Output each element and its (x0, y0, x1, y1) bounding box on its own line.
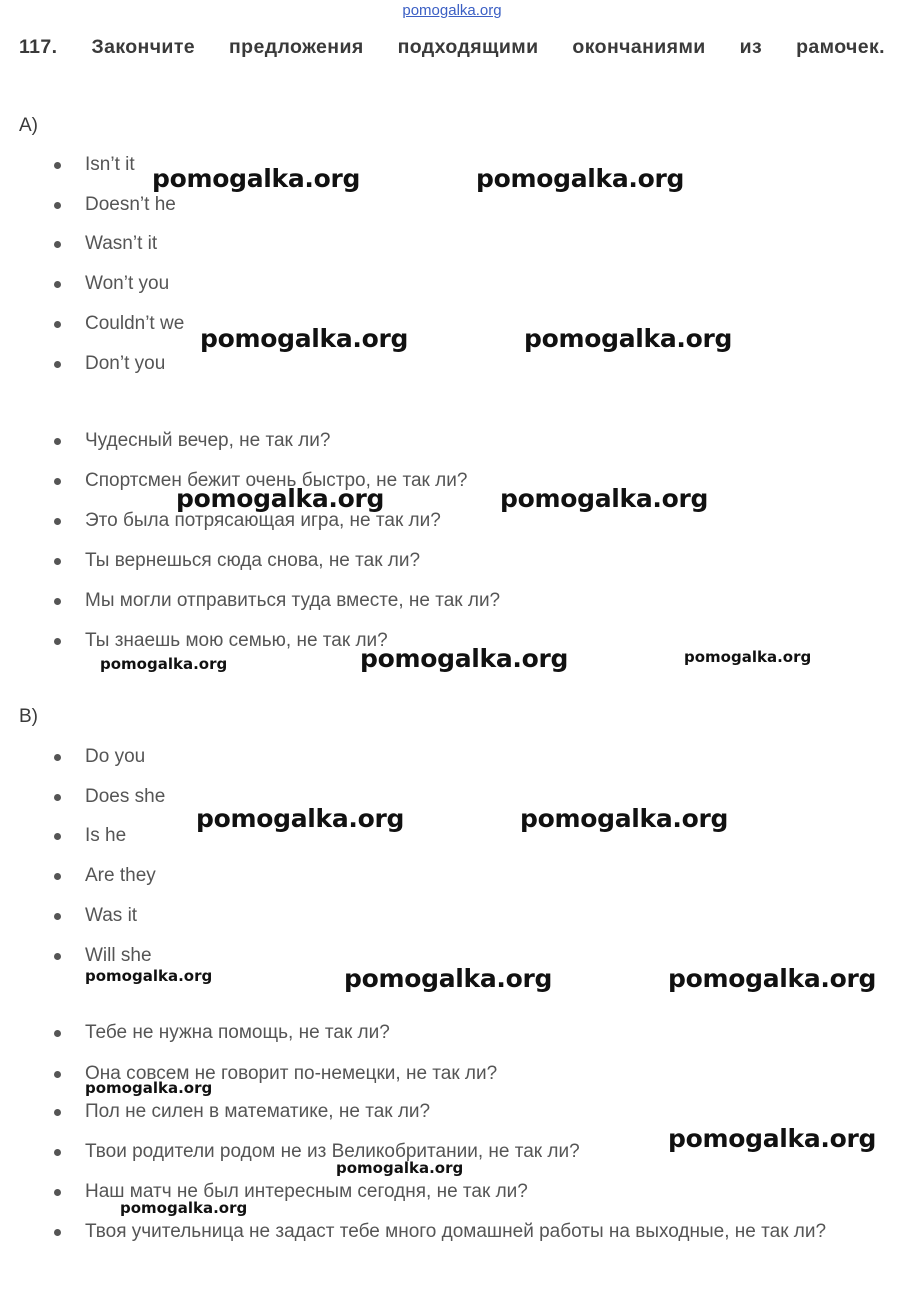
watermark: pomogalka.org (100, 655, 228, 673)
watermark: pomogalka.org (152, 164, 361, 193)
list-item: Isn’t it (85, 153, 885, 177)
list-item: Тебе не нужна помощь, не так ли? (85, 1021, 885, 1045)
watermark: pomogalka.org (360, 644, 569, 673)
section-a-label: A) (19, 115, 38, 136)
list-item: Наш матч не был интересным сегодня, не так ли? (85, 1180, 885, 1204)
list-item: Is he (85, 824, 885, 848)
list-item: Ты знаешь мою семью, не так ли? (85, 629, 885, 653)
list-item: Don’t you (85, 352, 885, 376)
list-item: Это была потрясающая игра, не так ли? (85, 509, 885, 533)
list-item: Твои родители родом не из Великобритании, не так ли? (85, 1140, 885, 1164)
list-item: Wasn’t it (85, 232, 885, 256)
watermark: pomogalka.org (668, 964, 877, 993)
watermark: pomogalka.org (200, 324, 409, 353)
watermark: pomogalka.org (344, 964, 553, 993)
list-item: Couldn’t we (85, 312, 885, 336)
list-item: Спортсмен бежит очень быстро, не так ли? (85, 469, 885, 493)
watermark: pomogalka.org (476, 164, 685, 193)
watermark: pomogalka.org (336, 1159, 464, 1177)
watermark: pomogalka.org (668, 1124, 877, 1153)
watermark: pomogalka.org (120, 1199, 248, 1217)
list-item: Do you (85, 745, 885, 769)
watermark: pomogalka.org (85, 1079, 213, 1097)
watermark: pomogalka.org (520, 804, 729, 833)
watermark: pomogalka.org (684, 648, 812, 666)
list-item: Ты вернешься сюда снова, не так ли? (85, 549, 885, 573)
list-item: Are they (85, 864, 885, 888)
watermark: pomogalka.org (196, 804, 405, 833)
list-item: Was it (85, 904, 885, 928)
watermark: pomogalka.org (524, 324, 733, 353)
watermark: pomogalka.org (85, 967, 213, 985)
list-item: Won’t you (85, 272, 885, 296)
section-b-label: B) (19, 706, 38, 727)
list-item: Твоя учительница не задаст тебе много домашней работы на выходные, не так ли? (85, 1212, 885, 1252)
watermark: pomogalka.org (176, 484, 385, 513)
list-item: Пол не силен в математике, не так ли? (85, 1100, 885, 1124)
watermark-header: pomogalka.org (402, 2, 502, 19)
watermark: pomogalka.org (500, 484, 709, 513)
list-item: Она совсем не говорит по-немецки, не так ли? (85, 1062, 885, 1086)
exercise-title: 117. Закончите предложения подходящими окончаниями из рамочек. (19, 36, 885, 58)
list-item: Will she (85, 944, 885, 968)
list-item: Мы могли отправиться туда вместе, не так ли? (85, 589, 885, 613)
list-item: Does she (85, 785, 885, 809)
list-item: Doesn’t he (85, 193, 885, 217)
list-item: Чудесный вечер, не так ли? (85, 429, 885, 453)
